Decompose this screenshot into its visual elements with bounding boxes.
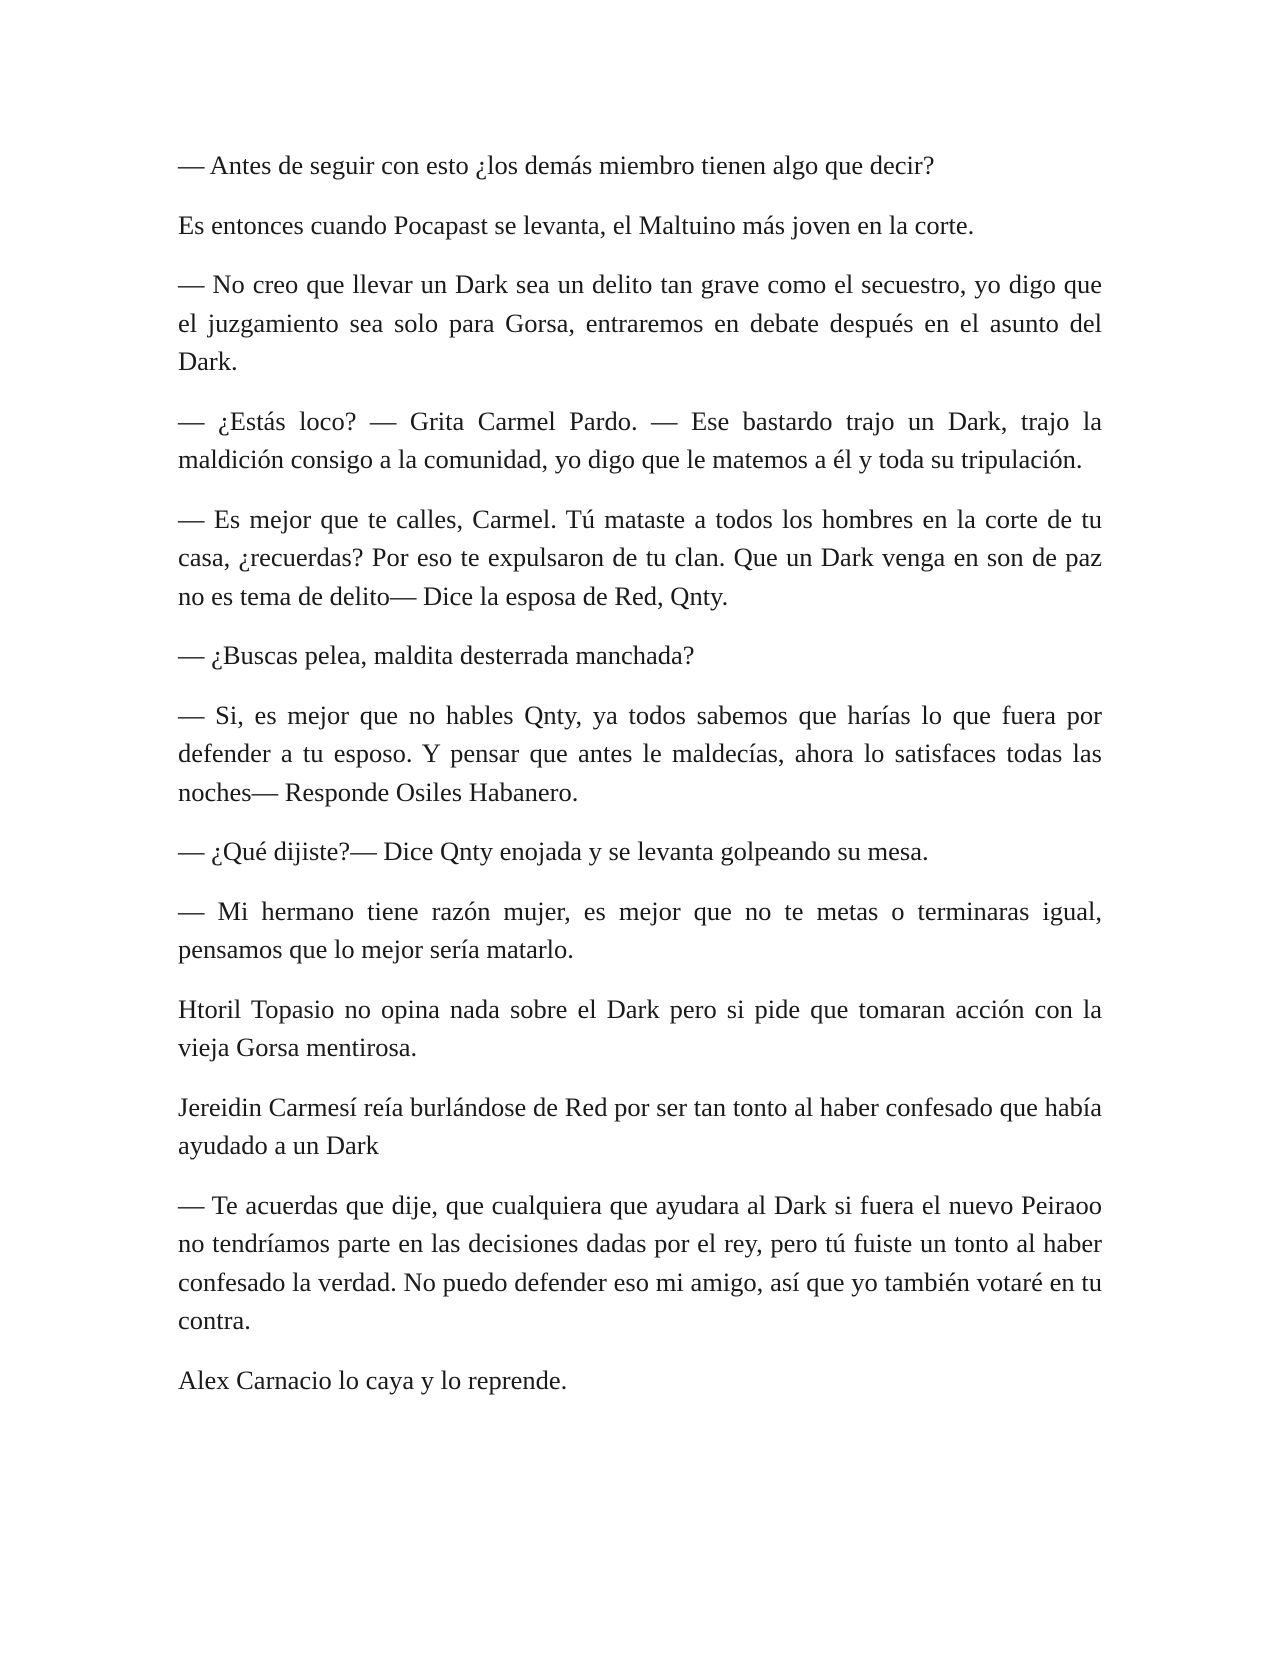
paragraph-13: Alex Carnacio lo caya y lo reprende. [178, 1364, 568, 1395]
paragraph-10: Htoril Topasio no opina nada sobre el Dark pero si pide que tomaran acción con la vieja Gorsa mentirosa. [178, 993, 1102, 1062]
paragraph-8: — ¿Qué dijiste?— Dice Qnty enojada y se levanta golpeando su mesa. [178, 836, 929, 866]
paragraph-3: — No creo que llevar un Dark sea un delito tan grave como el secuestro, yo digo que el juzgamiento sea solo para Gorsa, entraremos en debate después en el asunto del Dark. [178, 269, 1102, 376]
paragraph-6: — ¿Buscas pelea, maldita desterrada manchada? [178, 640, 695, 670]
paragraph-4: — ¿Estás loco? — Grita Carmel Pardo. — Ese bastardo trajo un Dark, trajo la maldición consigo a la comunidad, yo digo que le matemos a él y toda su tripulación. [178, 405, 1102, 474]
paragraph-9: — Mi hermano tiene razón mujer, es mejor que no te metas o terminaras igual, pensamos que lo mejor sería matarlo. [178, 895, 1102, 964]
paragraph-5: — Es mejor que te calles, Carmel. Tú mataste a todos los hombres en la corte de tu casa, ¿recuerdas? Por eso te expulsaron de tu clan. Que un Dark venga en son de paz no es tema de delito— Dice la esposa de Red, Qnty. [178, 503, 1102, 611]
paragraph-7: — Si, es mejor que no hables Qnty, ya todos sabemos que harías lo que fuera por defender a tu esposo. Y pensar que antes le maldecías, ahora lo satisfaces todas las noches— Responde Osiles Habanero. [178, 699, 1102, 807]
paragraph-1: — Antes de seguir con esto ¿los demás miembro tienen algo que decir? [178, 150, 935, 180]
paragraph-2: Es entonces cuando Pocapast se levanta, el Maltuino más joven en la corte. [178, 209, 975, 240]
paragraph-11: Jereidin Carmesí reía burlándose de Red por ser tan tonto al haber confesado que había ayudado a un Dark [178, 1091, 1102, 1160]
paragraph-12: — Te acuerdas que dije, que cualquiera que ayudara al Dark si fuera el nuevo Peiraoo no tendríamos parte en las decisiones dadas por el rey, pero tú fuiste un tonto al haber confesado la verdad. No puedo defender eso mi amigo, así que yo también votaré en tu contra. [178, 1189, 1102, 1335]
document-page [178, 146, 1102, 1420]
